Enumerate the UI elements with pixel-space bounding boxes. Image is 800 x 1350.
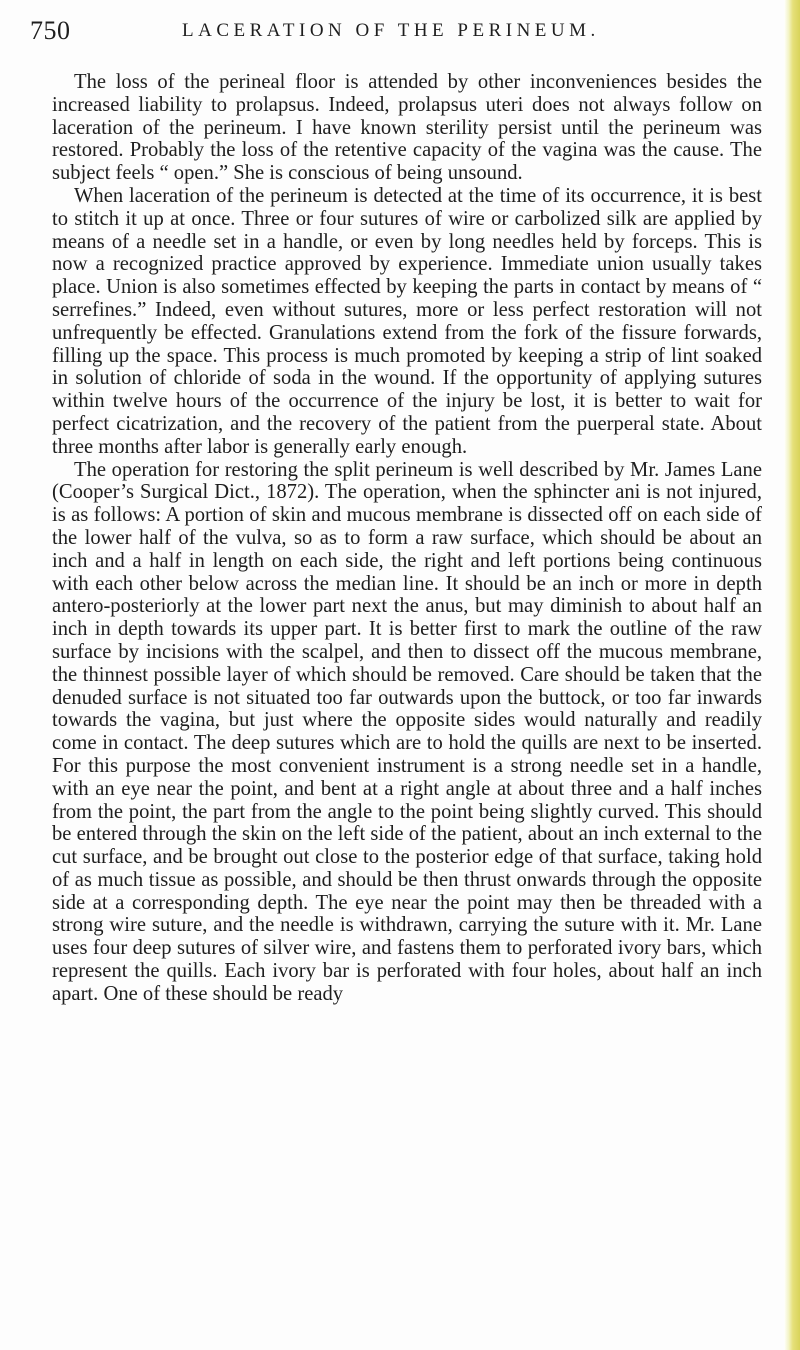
running-title: LACERATION OF THE PERINEUM. (182, 20, 600, 41)
page-edge (784, 0, 800, 1350)
body-text (52, 71, 762, 1006)
paragraph: The loss of the perineal floor is attended by other inconveniences besides the increased liability to prolapsus. Indeed, prolapsus uteri does not always follow on laceration of the perineum. I have known sterility persist until the perineum was restored. Probably the loss of the retentive capacity of the vagina was the cause. The subject feels “ open.” She is conscious of being unsound. (52, 71, 762, 185)
paragraph: The operation for restoring the split perineum is well described by Mr. James Lane (Cooper’s Surgical Dict., 1872). The operation, when the sphincter ani is not injured, is as follows: A portion of skin and mucous membrane is dissected off on each side of the lower half of the vulva, so as to form a raw surface, which should be about an inch and a half in length on each side, the right and left portions being continuous with each other below across the median line. It should be an inch or more in depth antero-posteriorly at the lower part next the anus, but may diminish to about half an inch in depth towards its upper part. It is better first to mark the outline of the raw surface by incisions with the scalpel, and then to dissect off the mucous membrane, the thinnest possible layer of which should be removed. Care should be taken that the denuded surface is not situated too far outwards upon the buttock, or too far inwards towards the vagina, but just where the opposite sides would naturally and readily come in contact. The deep sutures which are to hold the quills are next to be inserted. For this purpose the most convenient instrument is a strong needle set in a handle, with an eye near the point, and bent at a right angle at about three and a half inches from the point, the part from the angle to the point being slightly curved. This should be entered through the skin on the left side of the patient, about an inch external to the cut surface, and be brought out close to the posterior edge of that surface, taking hold of as much tissue as possible, and should be then thrust onwards through the opposite side at a corresponding depth. The eye near the point may then be threaded with a strong wire suture, and the needle is withdrawn, carrying the suture with it. Mr. Lane uses four deep sutures of silver wire, and fastens them to perforated ivory bars, which represent the quills. Each ivory bar is perforated with four holes, about half an inch apart. One of these should be ready (52, 458, 762, 1005)
page-header (30, 16, 750, 56)
page-number: 750 (30, 16, 71, 45)
paragraph: When laceration of the perineum is detected at the time of its occurrence, it is best to stitch it up at once. Three or four sutures of wire or carbolized silk are applied by means of a needle set in a handle, or even by long needles held by forceps. This is now a recognized practice approved by experience. Immediate union usually takes place. Union is also sometimes effected by keeping the parts in contact by means of “ serrefines.” Indeed, even without sutures, more or less perfect restoration will not unfrequently be effected. Granulations extend from the fork of the fissure forwards, filling up the space. This process is much promoted by keeping a strip of lint soaked in solution of chloride of soda in the wound. If the opportunity of applying sutures within twelve hours of the occurrence of the injury be lost, it is better to wait for perfect cicatrization, and the recovery of the patient from the puerperal state. About three months after labor is generally early enough. (52, 184, 762, 458)
